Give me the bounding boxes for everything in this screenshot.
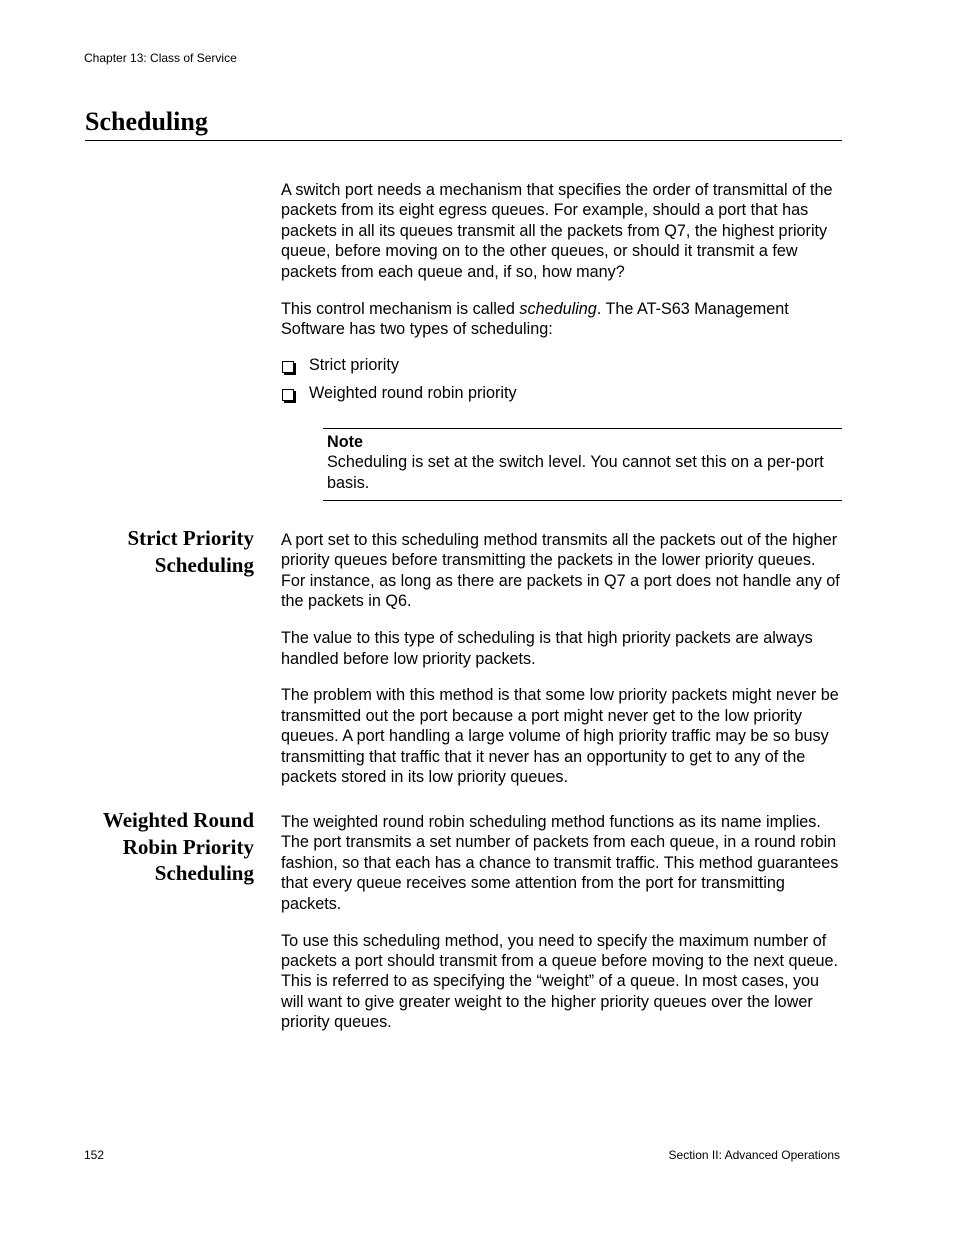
intro-text bbox=[281, 180, 841, 356]
footer-section: Section II: Advanced Operations bbox=[668, 1148, 840, 1162]
note-bottom-rule bbox=[323, 500, 842, 501]
running-header: Chapter 13: Class of Service bbox=[84, 51, 237, 65]
wrr-paragraph-1: The weighted round robin scheduling method functions as its name implies. The port transmits a set number of packets from each queue, in a round robin fashion, so that each has a chance to transmit traffic. This method guarantees that every queue receives some attention from the port for transmitting packets. bbox=[281, 813, 839, 913]
note-text: Scheduling is set at the switch level. You cannot set this on a per-port basis. bbox=[327, 453, 824, 492]
page-number: 152 bbox=[84, 1148, 105, 1162]
note-title: Note bbox=[327, 433, 363, 451]
wrr-paragraph-2: To use this scheduling method, you need to specify the maximum number of packets a port should transmit from a queue before moving to the next queue. This is referred to as specifying the “weight” of a queue. In most cases, you will want to give greater weight to the higher priority queues over the lower priority queues. bbox=[281, 931, 838, 1032]
strict-paragraph-1: A port set to this scheduling method transmits all the packets out of the higher priority queues before transmitting the packets in the lower priority queues. For instance, as long as there are packets in Q7 a port does not handle any of the packets in Q6. bbox=[281, 531, 840, 611]
wrr-heading bbox=[54, 807, 254, 887]
strict-priority-heading bbox=[54, 525, 254, 578]
note bbox=[327, 432, 832, 493]
scheduling-term: scheduling bbox=[519, 299, 597, 318]
list-item: Weighted round robin priority bbox=[309, 384, 517, 402]
intro-paragraph-1: A switch port needs a mechanism that specifies the order of transmittal of the packets from its eight egress queues. For example, should a port that has packets in all its queues transmit all the packets from Q7, the highest priority queue, before moving on to the other queues, or should it transmit a few packets from each queue and, if so, how many? bbox=[281, 181, 833, 281]
strict-paragraph-3: The problem with this method is that some low priority packets might never be transmitted out the port because a port might never get to the low priority queues. A port handling a large volume of high priority traffic may be so busy transmitting that traffic that it never has an opportunity to get to any of the packets stored in its low priority queues. bbox=[281, 686, 839, 787]
heading-line: Scheduling bbox=[154, 861, 254, 885]
strict-priority-text bbox=[281, 530, 841, 804]
heading-line: Strict Priority bbox=[127, 526, 254, 550]
heading-line: Weighted Round bbox=[102, 808, 254, 832]
intro-paragraph-2 bbox=[281, 299, 841, 340]
page-title: Scheduling bbox=[85, 107, 208, 136]
wrr-text bbox=[281, 812, 841, 1049]
intro-p2-start: This control mechanism is called bbox=[281, 299, 520, 318]
title-rule bbox=[85, 140, 842, 141]
list-item: Strict priority bbox=[309, 356, 399, 374]
heading-line: Robin Priority bbox=[122, 834, 254, 859]
intro-p2-end: . The AT-S63 Management Software has two types of scheduling: bbox=[281, 299, 789, 338]
checkbox-bullet-icon bbox=[282, 389, 294, 401]
heading-line: Scheduling bbox=[154, 552, 254, 577]
note-top-rule bbox=[323, 428, 842, 429]
strict-paragraph-2: The value to this type of scheduling is that high priority packets are always handled before low priority packets. bbox=[281, 629, 813, 668]
checkbox-bullet-icon bbox=[282, 361, 294, 373]
